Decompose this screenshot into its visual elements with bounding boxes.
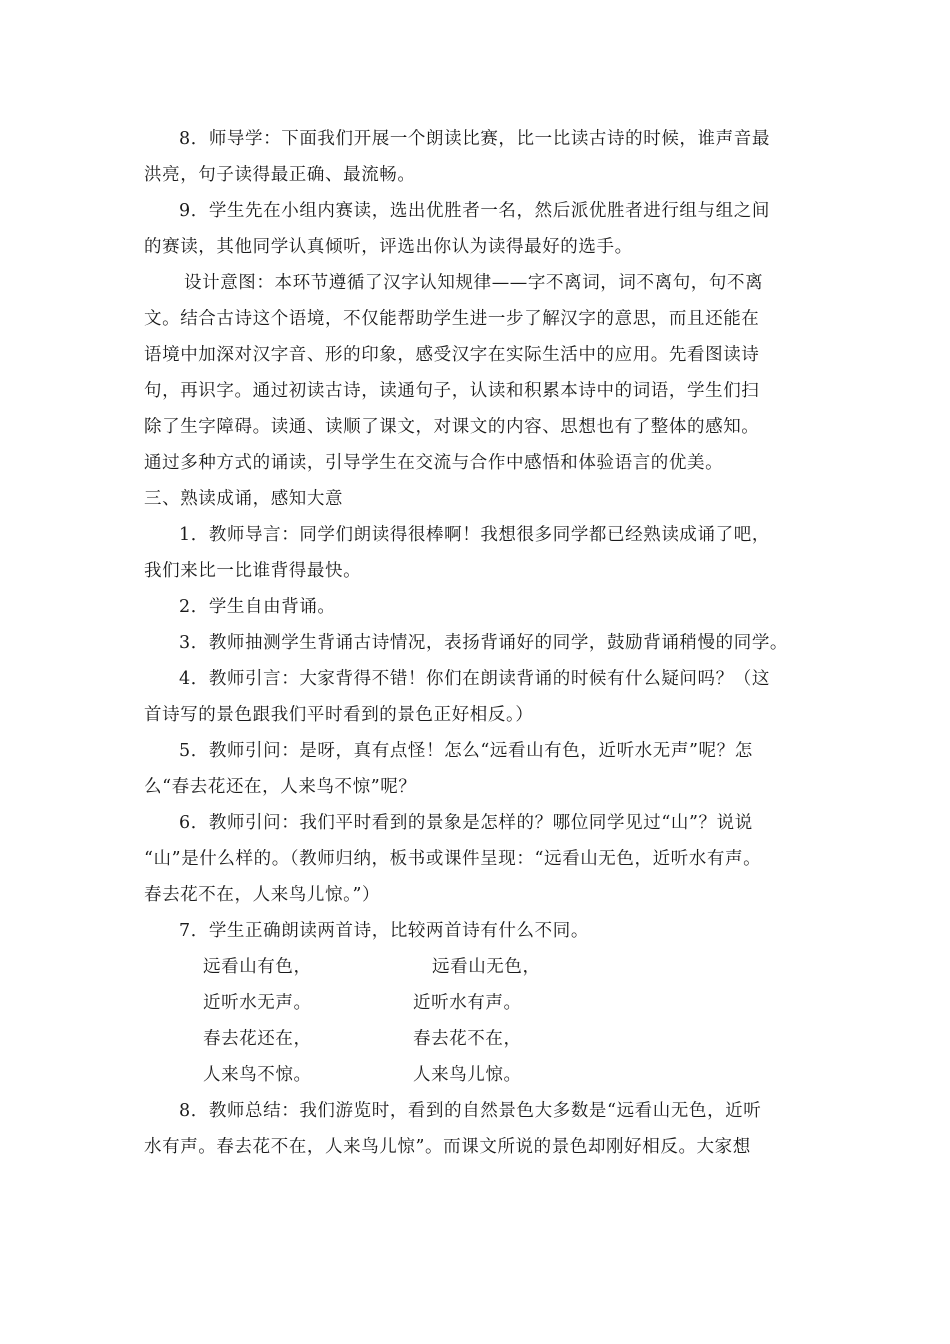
paragraph-line: 8．教师总结：我们游览时，看到的自然景色大多数是“远看山无色，近听 xyxy=(179,1101,762,1121)
paragraph-line: 文。结合古诗这个语境，不仅能帮助学生进一步了解汉字的意思，而且还能在 xyxy=(144,309,760,329)
paragraph-line: 句，再识字。通过初读古诗，读通句子，认读和积累本诗中的词语，学生们扫 xyxy=(144,381,760,401)
paragraph-line: 首诗写的景色跟我们平时看到的景色正好相反。） xyxy=(144,705,534,725)
paragraph-line: 3．教师抽测学生背诵古诗情况，表扬背诵好的同学，鼓励背诵稍慢的同学。 xyxy=(179,633,789,653)
paragraph-line: 6．教师引问：我们平时看到的景象是怎样的？哪位同学见过“山”？说说 xyxy=(179,813,753,833)
poem-original-line: 远看山有色， xyxy=(203,957,312,977)
paragraph-line: “山”是什么样的。（教师归纳，板书或课件呈现：“远看山无色，近听水有声。 xyxy=(144,849,762,869)
paragraph-line: 8．师导学：下面我们开展一个朗读比赛，比一比读古诗的时候，谁声音最 xyxy=(179,129,770,149)
paragraph-line: 春去花不在，人来鸟儿惊。”） xyxy=(144,885,381,905)
section-heading: 三、熟读成诵，感知大意 xyxy=(144,489,344,509)
paragraph-line: 9．学生先在小组内赛读，选出优胜者一名，然后派优胜者进行组与组之间 xyxy=(179,201,770,221)
paragraph-line: 5．教师引问：是呀，真有点怪！怎么“远看山有色，近听水无声”呢？怎 xyxy=(179,741,753,761)
paragraph-line: 4．教师引言：大家背得不错！你们在朗读背诵的时候有什么疑问吗？（这 xyxy=(179,669,770,689)
paragraph-line: 7．学生正确朗读两首诗，比较两首诗有什么不同。 xyxy=(179,921,589,941)
poem-original-line: 近听水无声。 xyxy=(203,993,312,1013)
poem-contrast-line: 人来鸟儿惊。 xyxy=(413,1065,522,1085)
paragraph-line: 我们来比一比谁背得最快。 xyxy=(144,561,362,581)
paragraph-line: 语境中加深对汉字音、形的印象，感受汉字在实际生活中的应用。先看图读诗 xyxy=(144,345,760,365)
design-intent-line: 设计意图：本环节遵循了汉字认知规律——字不离词，词不离句，句不离 xyxy=(184,273,764,293)
paragraph-line: 的赛读，其他同学认真倾听，评选出你认为读得最好的选手。 xyxy=(144,237,633,257)
poem-contrast-line: 近听水有声。 xyxy=(413,993,522,1013)
paragraph-line: 2．学生自由背诵。 xyxy=(179,597,336,617)
paragraph-line: 1．教师导言：同学们朗读得很棒啊！我想很多同学都已经熟读成诵了吧， xyxy=(179,525,770,545)
poem-contrast-line: 春去花不在， xyxy=(413,1029,522,1049)
poem-original-line: 人来鸟不惊。 xyxy=(203,1065,312,1085)
paragraph-line: 么“春去花还在，人来鸟不惊”呢？ xyxy=(144,777,417,797)
paragraph-line: 通过多种方式的诵读，引导学生在交流与合作中感悟和体验语言的优美。 xyxy=(144,453,724,473)
paragraph-line: 洪亮，句子读得最正确、最流畅。 xyxy=(144,165,416,185)
paragraph-line: 水有声。春去花不在，人来鸟儿惊”。而课文所说的景色却刚好相反。大家想 xyxy=(144,1137,751,1157)
poem-contrast-line: 远看山无色， xyxy=(432,957,541,977)
paragraph-line: 除了生字障碍。读通、读顺了课文，对课文的内容、思想也有了整体的感知。 xyxy=(144,417,760,437)
poem-original-line: 春去花还在， xyxy=(203,1029,312,1049)
